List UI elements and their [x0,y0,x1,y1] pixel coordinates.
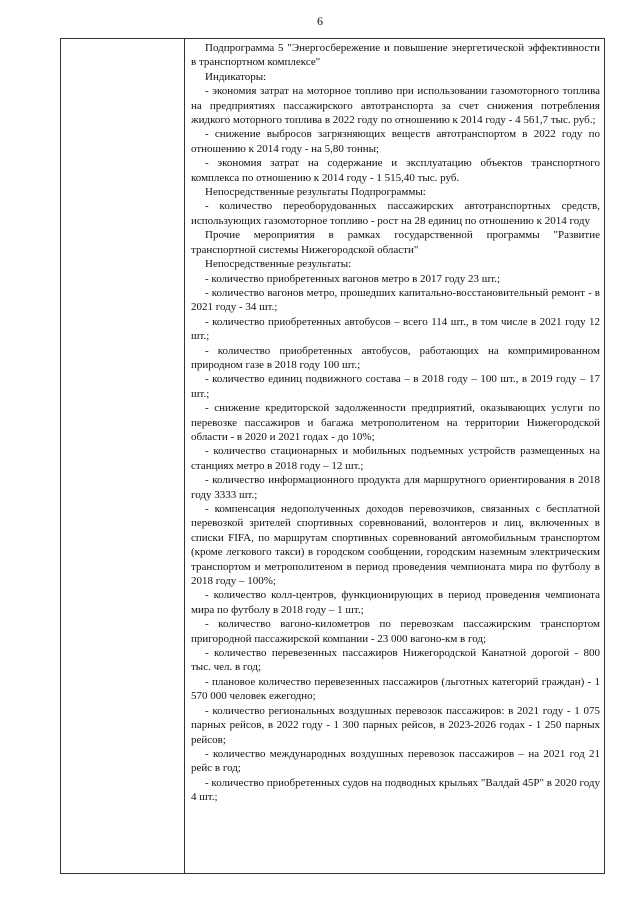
result-item: - количество международных воздушных перевозок пассажиров – на 2021 год 21 рейс в год; [191,747,600,775]
results-heading: Непосредственные результаты: [205,258,352,271]
indicator-item: - экономия затрат на содержание и эксплуатацию объектов транспортного комплекса по отношению к 2014 году - 1 515,40 тыс. руб. [191,157,600,184]
indicator-item: - снижение выбросов загрязняющих веществ автотранспортом в 2022 году по отношению к 2014 году - на 5,80 тонны; [191,128,600,155]
result-item: - количество колл-центров, функционирующих в период проведения чемпионата мира по футболу в 2018 году – 1 шт.; [191,589,600,616]
result-item: - компенсация недополученных доходов перевозчиков, связанных с бесплатной перевозкой зрителей спортивных соревнований, волонтеров и лиц, включенных в списки FIFA, по маршрутам спортивных соревнований автомобильным транспортом (кроме легкового такси) в городском сообщении, городским наземным электрическим транспортом и метрополитеном в период проведения чемпионата мира по футболу в 2018 году – 100%; [191,503,600,588]
result-item: - количество информационного продукта для маршрутного ориентирования в 2018 году 3333 шт.; [191,474,600,501]
result-item: - плановое количество перевезенных пассажиров (льготных категорий граждан) - 1 570 000 человек ежегодно; [191,675,600,703]
result-item: - снижение кредиторской задолженности предприятий, оказывающих услуги по перевозке пассажиров и багажа метрополитеном на территории Нижегородской области - в 2020 и 2021 годах - до 10%; [191,402,600,443]
result-item: - количество переоборудованных пассажирских автотранспортных средств, использующих газомоторное топливо - рост на 28 единиц по отношению к 2014 году [191,200,600,227]
result-item: - количество единиц подвижного состава – в 2018 году – 100 шт., в 2019 году – 17 шт.; [191,373,600,400]
table-right-cell [185,39,604,873]
result-item: - количество приобретенных автобусов, работающих на компримированном природном газе в 2018 году 100 шт.; [191,344,600,371]
result-item: - количество приобретенных вагонов метро в 2017 году 23 шт.; [205,272,501,285]
result-item: - количество вагоно-километров по перевозкам пассажирским транспортом пригородной пассажирской компании - 23 000 вагоно-км в год; [191,618,600,645]
result-item: - количество стационарных и мобильных подъемных устройств размещенных на станциях метро в 2018 году – 12 шт.; [191,445,600,472]
table-left-cell [61,39,185,873]
results-heading: Непосредственные результаты Подпрограммы: [205,186,426,199]
result-item: - количество региональных воздушных перевозок пассажиров: в 2021 году - 1 075 парных рейсов, в 2022 году - 1 300 парных рейсов, в 2023-2026 годах - 1 250 парных рейсов; [191,704,600,746]
document-table [60,38,605,874]
indicators-heading: Индикаторы: [205,70,267,83]
result-item: - количество вагонов метро, прошедших капитально-восстановительный ремонт - в 2021 году - 34 шт.; [191,286,600,314]
page-number: 6 [317,14,323,28]
subprogram-title: Подпрограмма 5 "Энергосбережение и повышение энергетической эффективности в транспортном комплексе" [191,42,600,69]
result-item: - количество перевезенных пассажиров Нижегородской Канатной дорогой - 800 тыс. чел. в год; [191,647,600,674]
result-item: - количество приобретенных автобусов – всего 114 шт., в том числе в 2021 году 12 шт.; [191,315,600,343]
result-item: - количество приобретенных судов на подводных крыльях "Валдай 45Р" в 2020 году 4 шт.; [191,776,600,804]
other-measures-heading: Прочие мероприятия в рамках государственной программы "Развитие транспортной системы Нижегородской области" [191,229,600,256]
indicator-item: - экономия затрат на моторное топливо при использовании газомоторного топлива на предприятиях пассажирского автотранспорта за счет снижения потребления жидкого моторного топлива в 2022 году по отношению к 2014 году - 4 561,7 тыс. руб.; [191,85,600,127]
